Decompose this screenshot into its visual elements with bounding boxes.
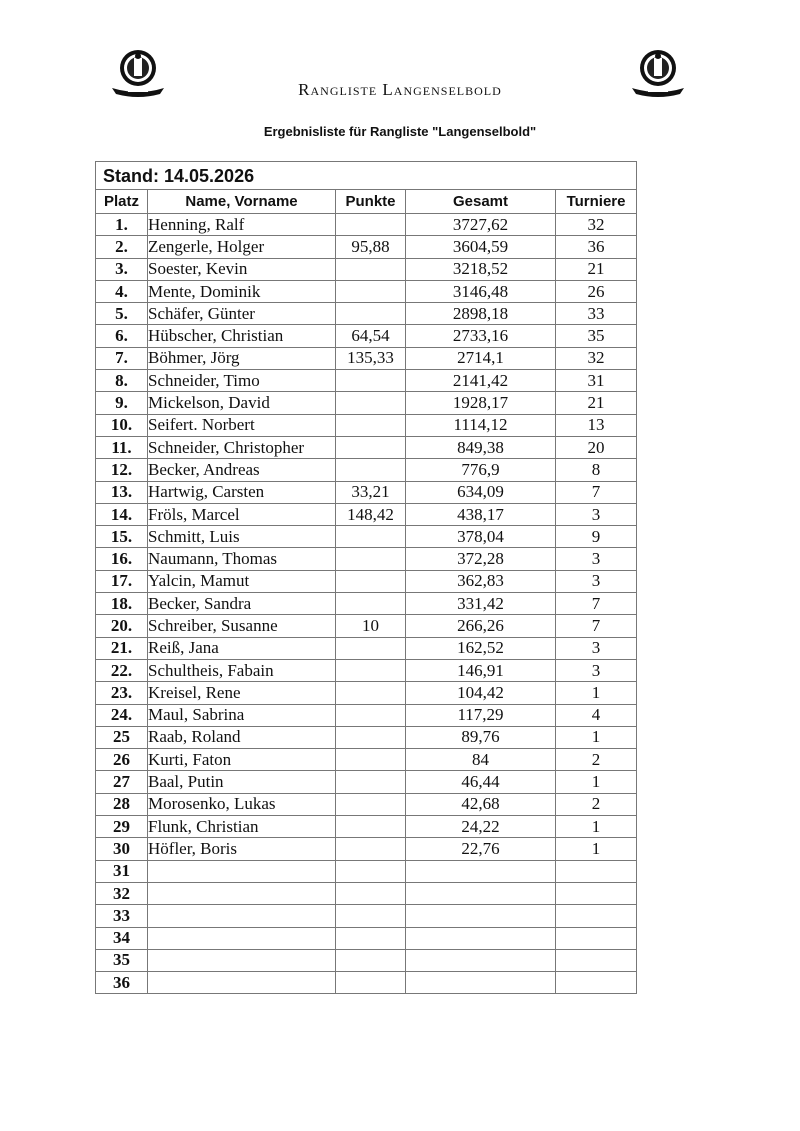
cell-platz: 27 xyxy=(96,771,148,793)
cell-gesamt: 776,9 xyxy=(406,459,556,481)
cell-name: Mickelson, David xyxy=(148,392,336,414)
cell-platz: 8. xyxy=(96,370,148,392)
cell-gesamt: 362,83 xyxy=(406,570,556,592)
cell-gesamt: 117,29 xyxy=(406,704,556,726)
cell-name: Schäfer, Günter xyxy=(148,303,336,325)
cell-gesamt: 2714,1 xyxy=(406,347,556,369)
table-row xyxy=(96,370,637,392)
table-row xyxy=(96,860,637,882)
cell-punkte xyxy=(336,838,406,860)
header-gesamt: Gesamt xyxy=(406,190,556,214)
ranking-table xyxy=(95,161,637,994)
header-platz: Platz xyxy=(96,190,148,214)
cell-platz: 18. xyxy=(96,593,148,615)
cell-turniere: 7 xyxy=(556,481,637,503)
cell-gesamt: 24,22 xyxy=(406,816,556,838)
cell-turniere: 1 xyxy=(556,838,637,860)
cell-turniere xyxy=(556,927,637,949)
cell-gesamt xyxy=(406,860,556,882)
cell-name: Naumann, Thomas xyxy=(148,548,336,570)
cell-platz: 22. xyxy=(96,659,148,681)
cell-turniere xyxy=(556,972,637,994)
cell-name xyxy=(148,882,336,904)
cell-platz: 5. xyxy=(96,303,148,325)
table-row xyxy=(96,303,637,325)
stand-date: Stand: 14.05.2026 xyxy=(96,162,637,190)
table-row xyxy=(96,236,637,258)
cell-gesamt: 1928,17 xyxy=(406,392,556,414)
cell-name: Becker, Andreas xyxy=(148,459,336,481)
cell-name: Maul, Sabrina xyxy=(148,704,336,726)
cell-gesamt: 378,04 xyxy=(406,526,556,548)
cell-turniere: 32 xyxy=(556,347,637,369)
cell-gesamt: 634,09 xyxy=(406,481,556,503)
table-row xyxy=(96,882,637,904)
cell-punkte: 135,33 xyxy=(336,347,406,369)
cell-name: Schneider, Timo xyxy=(148,370,336,392)
cell-gesamt: 3727,62 xyxy=(406,214,556,236)
table-row xyxy=(96,637,637,659)
cell-turniere: 1 xyxy=(556,726,637,748)
cell-name: Fröls, Marcel xyxy=(148,503,336,525)
cell-platz: 17. xyxy=(96,570,148,592)
cell-turniere: 33 xyxy=(556,303,637,325)
cell-punkte xyxy=(336,637,406,659)
cell-punkte: 64,54 xyxy=(336,325,406,347)
cell-turniere xyxy=(556,905,637,927)
cell-platz: 34 xyxy=(96,927,148,949)
cell-name xyxy=(148,949,336,971)
cell-punkte xyxy=(336,303,406,325)
cell-gesamt: 42,68 xyxy=(406,793,556,815)
cell-punkte xyxy=(336,905,406,927)
cell-punkte xyxy=(336,726,406,748)
cell-punkte xyxy=(336,214,406,236)
cell-name: Hübscher, Christian xyxy=(148,325,336,347)
cell-punkte xyxy=(336,882,406,904)
cell-name xyxy=(148,905,336,927)
cell-platz: 14. xyxy=(96,503,148,525)
cell-platz: 20. xyxy=(96,615,148,637)
cell-name: Seifert. Norbert xyxy=(148,414,336,436)
cell-platz: 12. xyxy=(96,459,148,481)
cell-punkte xyxy=(336,414,406,436)
cell-punkte xyxy=(336,793,406,815)
cell-punkte xyxy=(336,459,406,481)
cell-punkte xyxy=(336,526,406,548)
table-row xyxy=(96,214,637,236)
cell-punkte xyxy=(336,704,406,726)
cell-gesamt: 3604,59 xyxy=(406,236,556,258)
cell-punkte xyxy=(336,659,406,681)
cell-turniere: 32 xyxy=(556,214,637,236)
document-subtitle: Ergebnisliste für Rangliste "Langenselbold" xyxy=(263,124,537,139)
cell-turniere: 8 xyxy=(556,459,637,481)
cell-gesamt: 2898,18 xyxy=(406,303,556,325)
cell-turniere: 21 xyxy=(556,392,637,414)
cell-turniere: 3 xyxy=(556,659,637,681)
cell-gesamt: 266,26 xyxy=(406,615,556,637)
cell-turniere: 2 xyxy=(556,749,637,771)
table-row xyxy=(96,659,637,681)
cell-name xyxy=(148,927,336,949)
cell-gesamt: 22,76 xyxy=(406,838,556,860)
cell-platz: 23. xyxy=(96,682,148,704)
cell-punkte xyxy=(336,570,406,592)
cell-platz: 2. xyxy=(96,236,148,258)
cell-gesamt: 146,91 xyxy=(406,659,556,681)
cell-platz: 16. xyxy=(96,548,148,570)
cell-platz: 28 xyxy=(96,793,148,815)
cell-platz: 1. xyxy=(96,214,148,236)
table-row xyxy=(96,905,637,927)
cell-punkte xyxy=(336,949,406,971)
cell-turniere: 2 xyxy=(556,793,637,815)
table-row xyxy=(96,414,637,436)
cell-punkte xyxy=(336,927,406,949)
cell-turniere: 1 xyxy=(556,816,637,838)
cell-name: Flunk, Christian xyxy=(148,816,336,838)
cell-gesamt: 84 xyxy=(406,749,556,771)
cell-turniere: 1 xyxy=(556,682,637,704)
cell-name: Hartwig, Carsten xyxy=(148,481,336,503)
cell-gesamt: 3218,52 xyxy=(406,258,556,280)
cell-name xyxy=(148,972,336,994)
cell-turniere: 3 xyxy=(556,503,637,525)
cell-platz: 35 xyxy=(96,949,148,971)
cell-name: Höfler, Boris xyxy=(148,838,336,860)
header-punkte: Punkte xyxy=(336,190,406,214)
cell-gesamt: 3146,48 xyxy=(406,280,556,302)
cell-platz: 30 xyxy=(96,838,148,860)
cell-platz: 15. xyxy=(96,526,148,548)
cell-punkte: 33,21 xyxy=(336,481,406,503)
table-row xyxy=(96,838,637,860)
cell-turniere: 3 xyxy=(556,570,637,592)
cell-gesamt: 2733,16 xyxy=(406,325,556,347)
ranking-body xyxy=(96,214,637,994)
cell-turniere: 7 xyxy=(556,615,637,637)
cell-name xyxy=(148,860,336,882)
cell-turniere: 3 xyxy=(556,637,637,659)
cell-gesamt: 89,76 xyxy=(406,726,556,748)
cell-platz: 32 xyxy=(96,882,148,904)
cell-platz: 25 xyxy=(96,726,148,748)
table-row xyxy=(96,949,637,971)
table-row xyxy=(96,593,637,615)
cell-name: Becker, Sandra xyxy=(148,593,336,615)
cell-turniere: 35 xyxy=(556,325,637,347)
cell-name: Böhmer, Jörg xyxy=(148,347,336,369)
cell-platz: 24. xyxy=(96,704,148,726)
cell-punkte xyxy=(336,860,406,882)
cell-punkte xyxy=(336,436,406,458)
table-row xyxy=(96,347,637,369)
table-row xyxy=(96,726,637,748)
cell-turniere: 21 xyxy=(556,258,637,280)
cell-gesamt xyxy=(406,927,556,949)
table-header-row xyxy=(96,190,637,214)
cell-gesamt xyxy=(406,905,556,927)
table-row xyxy=(96,615,637,637)
cell-platz: 9. xyxy=(96,392,148,414)
cell-platz: 7. xyxy=(96,347,148,369)
cell-turniere: 31 xyxy=(556,370,637,392)
cell-platz: 21. xyxy=(96,637,148,659)
cell-name: Morosenko, Lukas xyxy=(148,793,336,815)
cell-gesamt xyxy=(406,949,556,971)
table-row xyxy=(96,280,637,302)
table-row xyxy=(96,927,637,949)
cell-punkte xyxy=(336,280,406,302)
cell-name: Raab, Roland xyxy=(148,726,336,748)
cell-gesamt: 372,28 xyxy=(406,548,556,570)
table-row xyxy=(96,503,637,525)
table-row xyxy=(96,771,637,793)
cell-name: Reiß, Jana xyxy=(148,637,336,659)
cell-turniere: 3 xyxy=(556,548,637,570)
cell-punkte xyxy=(336,771,406,793)
table-row xyxy=(96,548,637,570)
table-row xyxy=(96,481,637,503)
table-row xyxy=(96,570,637,592)
cell-platz: 11. xyxy=(96,436,148,458)
table-row xyxy=(96,325,637,347)
document-title: Rangliste Langenselbold xyxy=(298,80,502,99)
cell-punkte xyxy=(336,816,406,838)
cell-turniere: 13 xyxy=(556,414,637,436)
table-row xyxy=(96,459,637,481)
cell-name: Schmitt, Luis xyxy=(148,526,336,548)
cell-punkte: 95,88 xyxy=(336,236,406,258)
cell-name: Yalcin, Mamut xyxy=(148,570,336,592)
cell-platz: 33 xyxy=(96,905,148,927)
cell-punkte xyxy=(336,682,406,704)
cell-turniere: 9 xyxy=(556,526,637,548)
cell-turniere xyxy=(556,949,637,971)
cell-platz: 3. xyxy=(96,258,148,280)
cell-platz: 6. xyxy=(96,325,148,347)
cell-turniere: 7 xyxy=(556,593,637,615)
cell-turniere: 4 xyxy=(556,704,637,726)
cell-turniere: 36 xyxy=(556,236,637,258)
table-row xyxy=(96,749,637,771)
table-row xyxy=(96,392,637,414)
cell-platz: 29 xyxy=(96,816,148,838)
cell-turniere: 26 xyxy=(556,280,637,302)
cell-punkte xyxy=(336,593,406,615)
cell-name: Schultheis, Fabain xyxy=(148,659,336,681)
cell-turniere xyxy=(556,860,637,882)
table-row xyxy=(96,972,637,994)
table-row xyxy=(96,682,637,704)
table-row xyxy=(96,816,637,838)
cell-name: Schneider, Christopher xyxy=(148,436,336,458)
cell-punkte: 148,42 xyxy=(336,503,406,525)
cell-punkte xyxy=(336,972,406,994)
cell-name: Baal, Putin xyxy=(148,771,336,793)
cell-gesamt: 104,42 xyxy=(406,682,556,704)
cell-turniere: 1 xyxy=(556,771,637,793)
cell-name: Soester, Kevin xyxy=(148,258,336,280)
cell-turniere xyxy=(556,882,637,904)
cell-gesamt xyxy=(406,972,556,994)
cell-platz: 31 xyxy=(96,860,148,882)
cell-platz: 10. xyxy=(96,414,148,436)
cell-gesamt: 849,38 xyxy=(406,436,556,458)
cell-gesamt: 331,42 xyxy=(406,593,556,615)
cell-gesamt: 1114,12 xyxy=(406,414,556,436)
cell-platz: 36 xyxy=(96,972,148,994)
cell-name: Mente, Dominik xyxy=(148,280,336,302)
table-row xyxy=(96,258,637,280)
table-row xyxy=(96,526,637,548)
cell-name: Zengerle, Holger xyxy=(148,236,336,258)
cell-name: Schreiber, Susanne xyxy=(148,615,336,637)
cell-punkte xyxy=(336,392,406,414)
cell-punkte xyxy=(336,370,406,392)
header-name: Name, Vorname xyxy=(148,190,336,214)
cell-name: Henning, Ralf xyxy=(148,214,336,236)
cell-turniere: 20 xyxy=(556,436,637,458)
cell-platz: 26 xyxy=(96,749,148,771)
cell-name: Kreisel, Rene xyxy=(148,682,336,704)
table-row xyxy=(96,704,637,726)
cell-gesamt: 438,17 xyxy=(406,503,556,525)
cell-gesamt xyxy=(406,882,556,904)
cell-punkte xyxy=(336,749,406,771)
cell-gesamt: 162,52 xyxy=(406,637,556,659)
cell-gesamt: 2141,42 xyxy=(406,370,556,392)
cell-punkte xyxy=(336,548,406,570)
cell-punkte: 10 xyxy=(336,615,406,637)
cell-punkte xyxy=(336,258,406,280)
table-row xyxy=(96,793,637,815)
cell-name: Kurti, Faton xyxy=(148,749,336,771)
cell-platz: 4. xyxy=(96,280,148,302)
cell-platz: 13. xyxy=(96,481,148,503)
table-row xyxy=(96,436,637,458)
header-turniere: Turniere xyxy=(556,190,637,214)
cell-gesamt: 46,44 xyxy=(406,771,556,793)
